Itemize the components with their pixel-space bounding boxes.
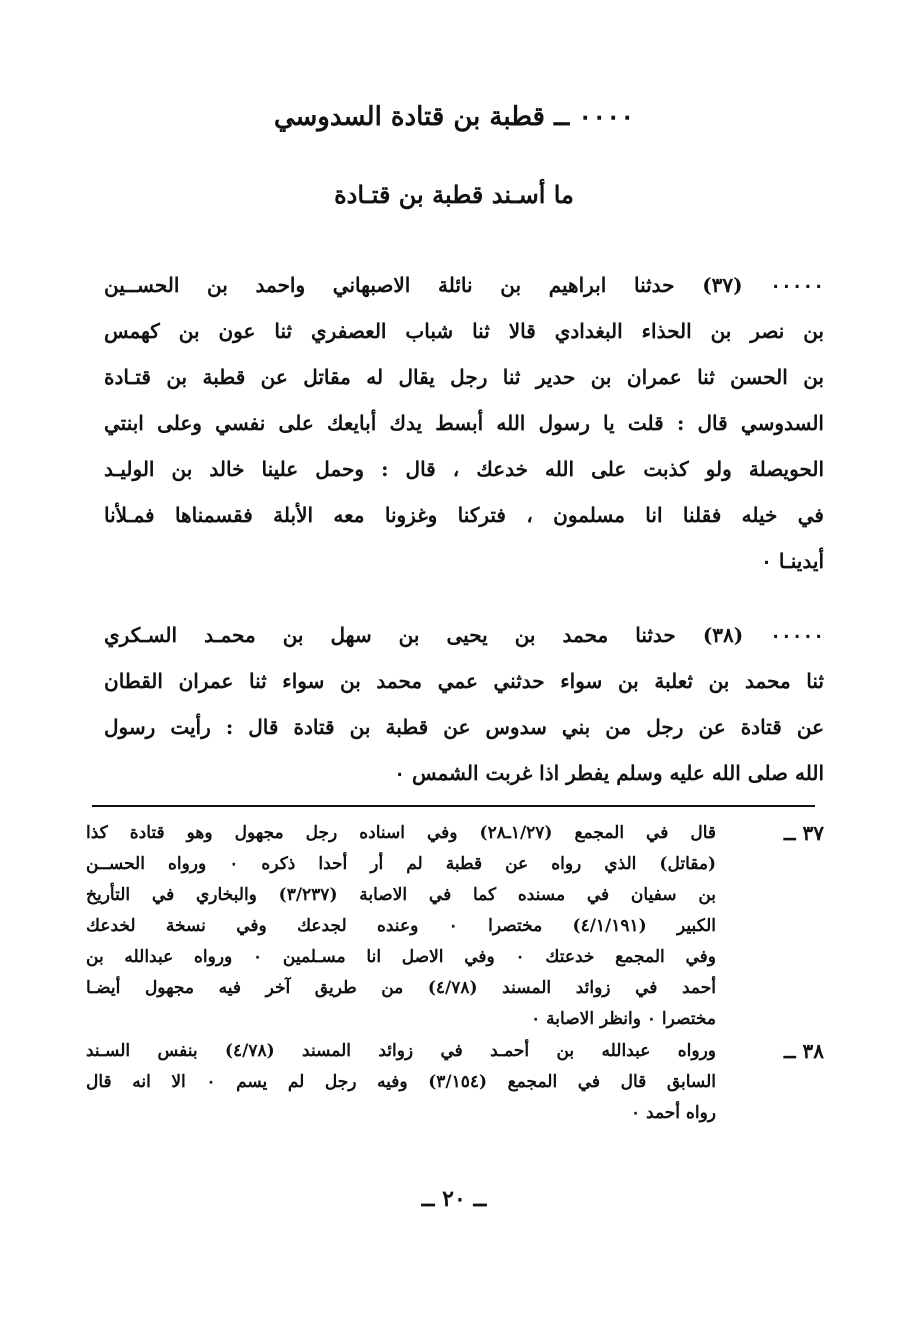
footnote-line: أحمد في زوائد المسند (٤/٧٨) من طريق آخر فيه مجهول أيضـا [86, 978, 716, 998]
text-line: أيدينـا ٠ [761, 549, 824, 573]
text-line: عن قتادة عن رجل من بني سدوس عن قطبة بن قتادة قال : رأيت رسول [104, 715, 824, 739]
footnote-line: الكبير (٤/١/١٩١) مختصرا ٠ وعنده لجدعك وفي نسخة لخدعك [86, 916, 716, 936]
text-line: الله صلى الله عليه وسلم يفطر اذا غربت الشمس ٠ [394, 761, 824, 785]
footnote-number: ٣٨ ــ [783, 1039, 824, 1063]
text-line: السدوسي قال : قلت يا رسول الله أبسط يدك أبايعك على نفسي وعلى ابنتي [104, 411, 824, 435]
footnote-body [86, 818, 716, 1035]
footnote-line: وفي المجمع خدعتك ٠ وفي الاصل انا مسـلمين ٠ ورواه عبدالله بن [86, 947, 716, 967]
section-title: ٠٠٠٠ ــ قطبة بن قتادة السدوسي [273, 102, 635, 132]
footnote-line: السابق قال في المجمع (٣/١٥٤) وفيه رجل لم يسم ٠ الا انه قال [86, 1072, 716, 1092]
section-subtitle: ما أسـند قطبة بن قتـادة [334, 180, 574, 209]
hadith-37-paragraph [104, 262, 824, 584]
text-line: في خيله فقلنا انا مسلمون ، فتركنا وغزونا معه الأبلة فقسمناها فمـلأنا [104, 503, 824, 527]
text-line: الحويصلة ولو كذبت على الله خدعك ، قال : وحمل علينا خالد بن الوليـد [104, 457, 824, 481]
footnote-line: بن سفيان في مسنده كما في الاصابة (٣/٢٣٧) والبخاري في التأريخ [86, 885, 716, 905]
hadith-38-paragraph [104, 612, 824, 796]
footnote-line: ورواه عبدالله بن أحمـد في زوائد المسند (٤/٧٨) بنفس السـند [86, 1041, 716, 1061]
page-number: ــ ٢٠ ــ [421, 1186, 487, 1212]
text-line: بن نصر بن الحذاء البغدادي قالا ثنا شباب العصفري ثنا عون بن كهمس [104, 319, 824, 343]
footnote-line: (مقاتل) الذي رواه عن قطبة لم أر أحدا ذكره ٠ ورواه الحســن [86, 854, 716, 874]
footnote-body [86, 1036, 716, 1129]
footnote-line: مختصرا ٠ وانظر الاصابة ٠ [531, 1009, 716, 1029]
footnote-line: قال في المجمع (١/٢٧ـ٢٨) وفي اسناده رجل مجهول وهو قتادة كذا [86, 823, 716, 843]
footnote-line: رواه أحمد ٠ [630, 1103, 716, 1123]
text-line: ٠٠٠٠٠ (٣٨) حدثنا محمد بن يحيى بن سهل بن محمـد السـكري [104, 623, 824, 647]
text-line: ثنا محمد بن ثعلبة بن سواء حدثني عمي محمد بن سواء ثنا عمران القطان [104, 669, 824, 693]
text-line: بن الحسن ثنا عمران بن حدير ثنا رجل يقال له مقاتل عن قطبة بن قتـادة [104, 365, 824, 389]
footnote-separator [92, 805, 815, 807]
text-line: ٠٠٠٠٠ (٣٧) حدثنا ابراهيم بن نائلة الاصبهاني واحمد بن الحســين [104, 273, 824, 297]
footnote-number: ٣٧ ــ [783, 821, 824, 845]
